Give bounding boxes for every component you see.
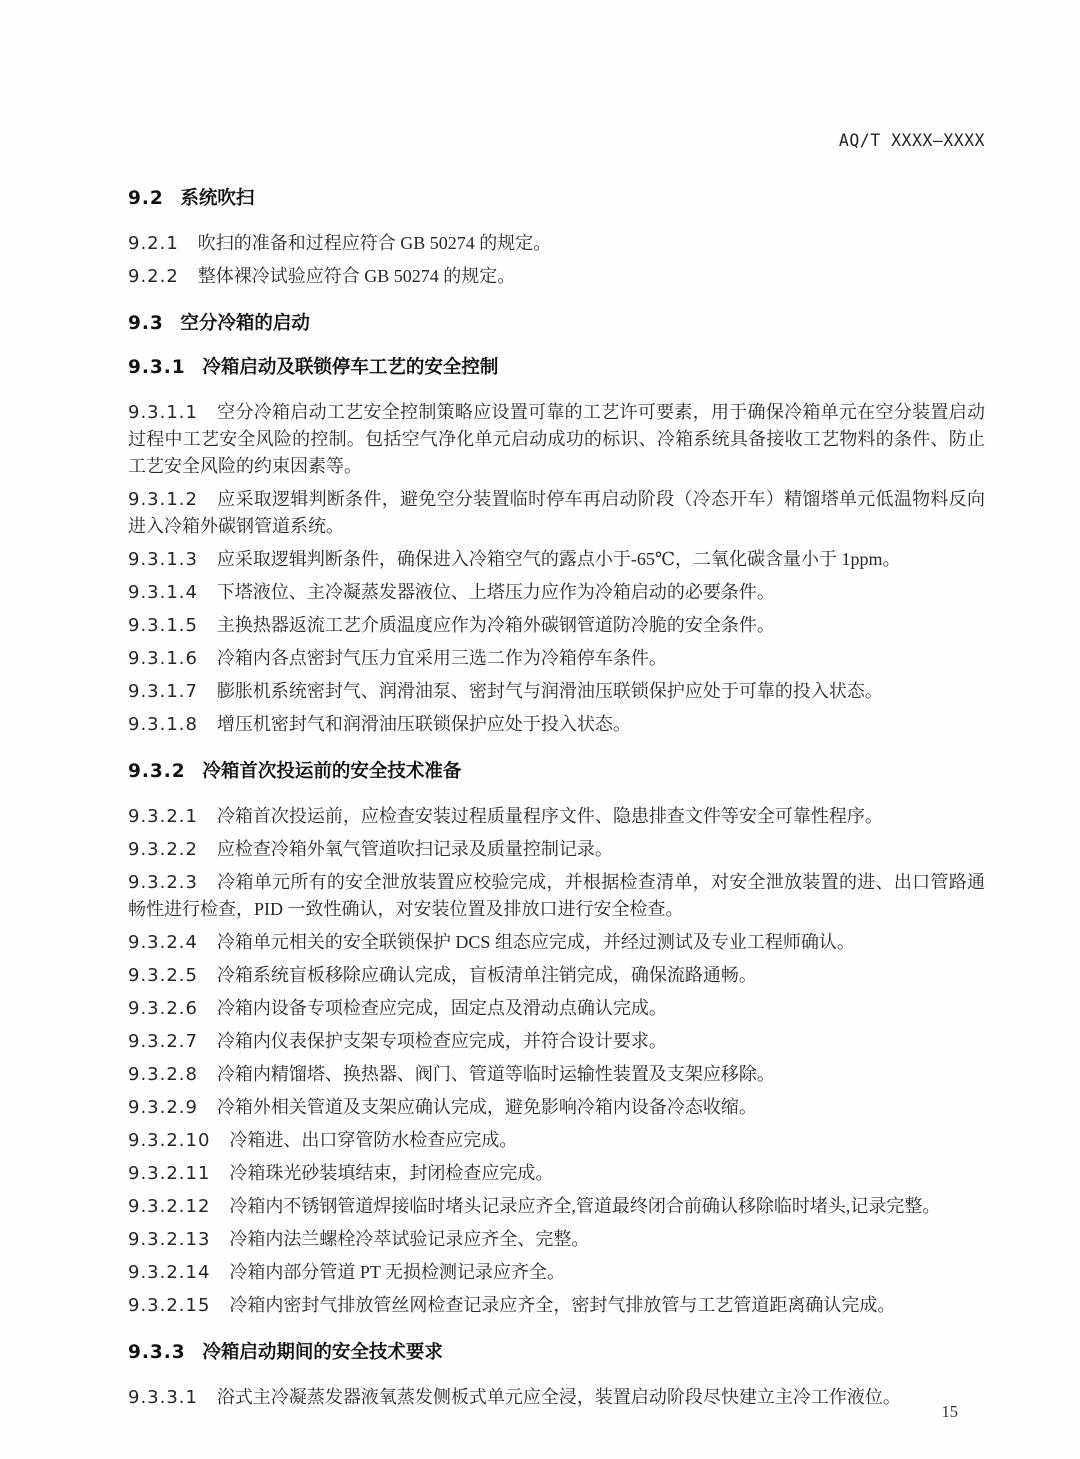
clause-text: 冷箱系统盲板移除应确认完成，盲板清单注销完成，确保流路通畅。 bbox=[216, 965, 757, 985]
clause-number: 9.3.2.10 bbox=[128, 1130, 211, 1151]
clause-number: 9.3.3 bbox=[128, 1342, 186, 1363]
clause-number: 9.2.2 bbox=[128, 266, 179, 287]
clause-number: 9.3.3.1 bbox=[128, 1387, 198, 1408]
clause-number: 9.3.2.8 bbox=[128, 1064, 198, 1085]
clause-number: 9.3.1.6 bbox=[128, 648, 198, 669]
clause-paragraph bbox=[128, 926, 985, 959]
clause-number: 9.3.1.5 bbox=[128, 615, 198, 636]
clause-paragraph bbox=[128, 1190, 985, 1223]
clause-paragraph bbox=[128, 1256, 985, 1289]
section-heading-9-3 bbox=[128, 310, 985, 337]
clause-paragraph bbox=[128, 1157, 985, 1190]
clause-text: 浴式主冷凝蒸发器液氧蒸发侧板式单元应全浸，装置启动阶段尽快建立主冷工作液位。 bbox=[216, 1387, 901, 1407]
clause-paragraph bbox=[128, 1025, 985, 1058]
section-heading-9-3-3 bbox=[128, 1339, 985, 1366]
clause-text: 膨胀机系统密封气、润滑油泵、密封气与润滑油压联锁保护应处于可靠的投入状态。 bbox=[216, 681, 883, 701]
clause-number: 9.3.1 bbox=[128, 357, 186, 378]
clause-number: 9.3.1.2 bbox=[128, 489, 198, 510]
clause-paragraph bbox=[128, 992, 985, 1025]
clause-text: 冷箱进、出口穿管防水检查应完成。 bbox=[229, 1130, 518, 1150]
clause-number: 9.3.2.3 bbox=[128, 872, 198, 893]
clause-text: 冷箱首次投运前，应检查安装过程质量程序文件、隐患排查文件等安全可靠性程序。 bbox=[216, 806, 883, 826]
clause-text: 主换热器返流工艺介质温度应作为冷箱外碳钢管道防冷脆的安全条件。 bbox=[216, 615, 775, 635]
clause-number: 9.3.1.3 bbox=[128, 549, 198, 570]
clause-number: 9.3.2.4 bbox=[128, 932, 198, 953]
clause-text: 空分冷箱启动工艺安全控制策略应设置可靠的工艺许可要素，用于确保冷箱单元在空分装置启动过程中工艺安全风险的控制。包括空气净化单元启动成功的标识、冷箱系统具备接收工艺物料的条件、防止工艺安全风险的约束因素等。 bbox=[128, 402, 985, 476]
clause-paragraph bbox=[128, 260, 985, 293]
clause-text: 冷箱内部分管道 PT 无损检测记录应齐全。 bbox=[229, 1262, 566, 1282]
clause-number: 9.3.2.14 bbox=[128, 1262, 211, 1283]
clause-number: 9.3.2.12 bbox=[128, 1196, 211, 1217]
clause-text: 空分冷箱的启动 bbox=[180, 313, 310, 334]
clause-paragraph bbox=[128, 483, 985, 543]
clause-number: 9.3.1.8 bbox=[128, 714, 198, 735]
clause-number: 9.3.1.4 bbox=[128, 582, 198, 603]
clause-number: 9.2 bbox=[128, 188, 164, 209]
clause-paragraph bbox=[128, 1124, 985, 1157]
clause-number: 9.3.2 bbox=[128, 761, 186, 782]
clause-paragraph bbox=[128, 1289, 985, 1322]
clause-text: 冷箱内设备专项检查应完成，固定点及滑动点确认完成。 bbox=[216, 998, 667, 1018]
clause-paragraph bbox=[128, 609, 985, 642]
clause-text: 增压机密封气和润滑油压联锁保护应处于投入状态。 bbox=[216, 714, 631, 734]
clause-paragraph bbox=[128, 1058, 985, 1091]
clause-text: 冷箱内密封气排放管丝网检查记录应齐全，密封气排放管与工艺管道距离确认完成。 bbox=[229, 1295, 896, 1315]
clause-text: 冷箱单元相关的安全联锁保护 DCS 组态应完成，并经过测试及专业工程师确认。 bbox=[216, 932, 855, 952]
clause-number: 9.3.2.13 bbox=[128, 1229, 211, 1250]
clause-text: 冷箱内法兰螺栓冷萃试验记录应齐全、完整。 bbox=[229, 1229, 590, 1249]
clause-number: 9.3.2.1 bbox=[128, 806, 198, 827]
clause-text: 整体裸冷试验应符合 GB 50274 的规定。 bbox=[197, 266, 516, 286]
clause-number: 9.3.2.7 bbox=[128, 1031, 198, 1052]
clause-paragraph bbox=[128, 1091, 985, 1124]
clause-paragraph bbox=[128, 866, 985, 926]
clause-text: 应采取逻辑判断条件，确保进入冷箱空气的露点小于-65℃，二氧化碳含量小于 1ppm。 bbox=[216, 549, 901, 569]
clause-text: 冷箱单元所有的安全泄放装置应校验完成，并根据检查清单，对安全泄放装置的进、出口管路通畅性进行检查，PID 一致性确认，对安装位置及排放口进行安全检查。 bbox=[128, 872, 985, 919]
section-heading-9-3-2 bbox=[128, 758, 985, 785]
clause-text: 冷箱启动期间的安全技术要求 bbox=[202, 1342, 443, 1363]
clause-text: 冷箱内不锈钢管道焊接临时堵头记录应齐全,管道最终闭合前确认移除临时堵头,记录完整。 bbox=[229, 1196, 941, 1216]
clause-paragraph bbox=[128, 227, 985, 260]
clause-paragraph bbox=[128, 642, 985, 675]
clause-number: 9.3.2.2 bbox=[128, 839, 198, 860]
clause-number: 9.3.2.5 bbox=[128, 965, 198, 986]
clause-text: 冷箱启动及联锁停车工艺的安全控制 bbox=[202, 357, 499, 378]
clause-text: 下塔液位、主冷凝蒸发器液位、上塔压力应作为冷箱启动的必要条件。 bbox=[216, 582, 775, 602]
clause-text: 吹扫的准备和过程应符合 GB 50274 的规定。 bbox=[197, 233, 552, 253]
clause-text: 冷箱珠光砂装填结束，封闭检查应完成。 bbox=[229, 1163, 554, 1183]
clause-number: 9.3.1.7 bbox=[128, 681, 198, 702]
clause-paragraph bbox=[128, 833, 985, 866]
clause-number: 9.3.2.11 bbox=[128, 1163, 211, 1184]
clause-paragraph bbox=[128, 675, 985, 708]
clause-paragraph bbox=[128, 396, 985, 483]
clause-text: 冷箱内仪表保护支架专项检查应完成，并符合设计要求。 bbox=[216, 1031, 667, 1051]
section-heading-9-3-1 bbox=[128, 354, 985, 381]
clause-paragraph bbox=[128, 708, 985, 741]
clause-text: 冷箱外相关管道及支架应确认完成，避免影响冷箱内设备冷态收缩。 bbox=[216, 1097, 757, 1117]
clause-number: 9.3 bbox=[128, 313, 164, 334]
clause-text: 冷箱内各点密封气压力宜采用三选二作为冷箱停车条件。 bbox=[216, 648, 667, 668]
clause-number: 9.3.2.15 bbox=[128, 1295, 211, 1316]
clause-text: 冷箱首次投运前的安全技术准备 bbox=[202, 761, 462, 782]
clause-text: 系统吹扫 bbox=[180, 188, 255, 209]
clause-text: 冷箱内精馏塔、换热器、阀门、管道等临时运输性装置及支架应移除。 bbox=[216, 1064, 775, 1084]
clause-number: 9.3.2.9 bbox=[128, 1097, 198, 1118]
clause-text: 应检查冷箱外氧气管道吹扫记录及质量控制记录。 bbox=[216, 839, 613, 859]
clause-paragraph bbox=[128, 543, 985, 576]
page-number: 15 bbox=[941, 1402, 958, 1421]
clause-paragraph bbox=[128, 800, 985, 833]
document-body bbox=[128, 168, 985, 1414]
document-code-header: AQ/T XXXX—XXXX bbox=[838, 131, 985, 150]
section-heading-9-2 bbox=[128, 185, 985, 212]
clause-paragraph bbox=[128, 1223, 985, 1256]
clause-paragraph bbox=[128, 1381, 985, 1414]
clause-paragraph bbox=[128, 576, 985, 609]
clause-text: 应采取逻辑判断条件，避免空分装置临时停车再启动阶段（冷态开车）精馏塔单元低温物料反向进入冷箱外碳钢管道系统。 bbox=[128, 489, 985, 536]
clause-number: 9.3.2.6 bbox=[128, 998, 198, 1019]
clause-number: 9.2.1 bbox=[128, 233, 179, 254]
clause-paragraph bbox=[128, 959, 985, 992]
clause-number: 9.3.1.1 bbox=[128, 402, 198, 423]
